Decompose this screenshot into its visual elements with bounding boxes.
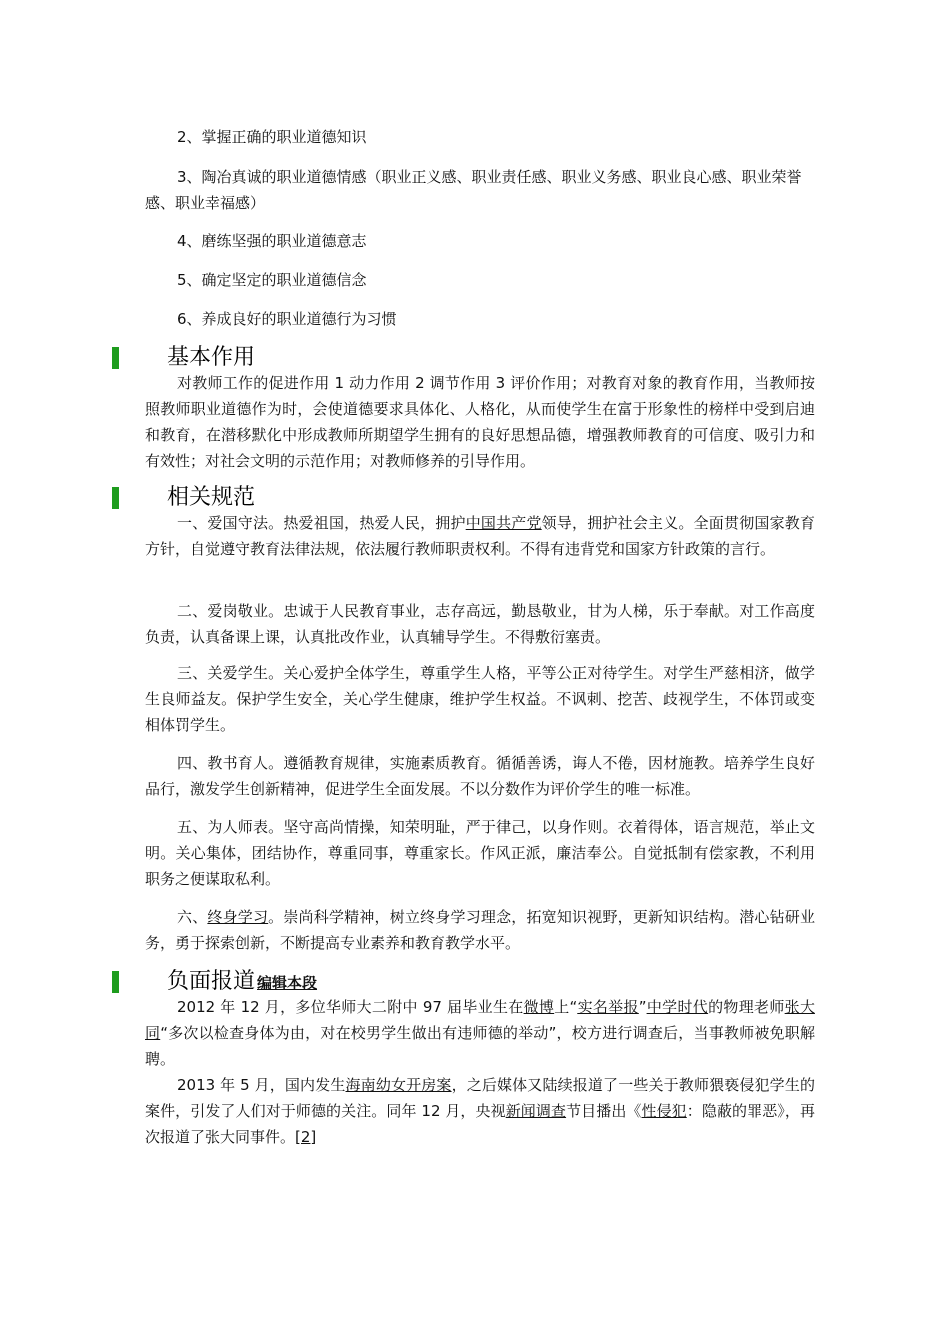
- norm-paragraph-2: 二、爱岗敬业。忠诚于人民教育事业，志存高远，勤恳敬业，甘为人梯，乐于奉献。对工作高度负责，认真备课上课，认真批改作业，认真辅导学生。不得敷衍塞责。: [145, 602, 815, 646]
- neg-1-text-a: 2012 年 12 月，多位华师大二附中 97 届毕业生在: [177, 998, 524, 1016]
- link-news-investigation[interactable]: 新闻调查: [505, 1102, 567, 1120]
- section-title-negative: [167, 968, 317, 997]
- section-marker-basic: [112, 347, 119, 369]
- neg-2-text-a: 2013 年 5 月，国内发生: [177, 1076, 346, 1094]
- link-real-name-report[interactable]: 实名举报: [577, 998, 639, 1016]
- norm-1-text-a: 一、爱国守法。热爱祖国，热爱人民，拥护: [177, 514, 466, 532]
- norm-6-text-b: 。崇尚科学精神，树立终身学习理念，拓宽知识视野，更新知识结构。潜心钻研业务，勇于探索创新，不断提高专业素养和教育教学水平。: [145, 908, 815, 952]
- section-title-basic: 基本作用: [167, 345, 256, 370]
- norm-paragraph-5: 五、为人师表。坚守高尚情操，知荣明耻，严于律己，以身作则。衣着得体，语言规范，举止文明。关心集体，团结协作，尊重同事，尊重家长。作风正派，廉洁奉公。自觉抵制有偿家教，不利用职务之便谋取私利。: [145, 818, 815, 888]
- link-lifelong-learning[interactable]: 终身学习: [207, 908, 269, 926]
- neg-1-text-c: ”: [638, 998, 647, 1016]
- neg-2-text-c: 节目播出《: [566, 1102, 642, 1120]
- link-weibo[interactable]: 微博: [523, 998, 555, 1016]
- list-item-2: 2、掌握正确的职业道德知识: [177, 128, 367, 146]
- negative-paragraph-1: [145, 994, 815, 1072]
- edit-section-link[interactable]: 编辑本段: [257, 974, 318, 992]
- reference-link-2[interactable]: [2]: [295, 1128, 317, 1146]
- list-item-4: 4、磨练坚强的职业道德意志: [177, 232, 367, 250]
- section-marker-norms: [112, 487, 119, 509]
- norm-1-text-b: 领导，拥护社会主义。全面贯彻国家教育方针，自觉遵守教育法律法规，依法履行教师职责权利。不得有违背党和国家方针政策的言行。: [145, 514, 815, 558]
- neg-1-text-d: 的物理老师: [708, 998, 785, 1016]
- section-title-norms: 相关规范: [167, 485, 256, 510]
- list-item-5: 5、确定坚定的职业道德信念: [177, 271, 367, 289]
- link-communist-party[interactable]: 中国共产党: [465, 514, 542, 532]
- list-item-3: 3、陶冶真诚的职业道德情感（职业正义感、职业责任感、职业义务感、职业良心感、职业荣誉感、职业幸福感）: [145, 168, 802, 212]
- norm-paragraph-3: 三、关爱学生。关心爱护全体学生，尊重学生人格，平等公正对待学生。对学生严慈相济，做学生良师益友。保护学生安全，关心学生健康，维护学生权益。不讽刺、挖苦、歧视学生，不体罚或变相体罚学生。: [145, 664, 815, 734]
- negative-paragraph-2: [145, 1072, 815, 1150]
- neg-1-text-e: “多次以检查身体为由，对在校男学生做出有违师德的举动”，校方进行调查后，当事教师被免职解聘。: [145, 1024, 815, 1068]
- neg-1-text-b: 上“: [554, 998, 578, 1016]
- link-hainan-case[interactable]: 海南幼女开房案: [345, 1076, 452, 1094]
- section-negative-title-text: 负面报道: [167, 969, 256, 994]
- neg-2-text-d: ：隐蔽的罪恶》，再次报道了张大同事件。: [145, 1102, 815, 1146]
- neg-2-text-b: ，之后媒体又陆续报道了一些关于教师猥亵侵犯学生的案件，引发了人们对于师德的关注。同年 12 月，央视: [145, 1076, 815, 1120]
- section-basic-text: 对教师工作的促进作用 1 动力作用 2 调节作用 3 评价作用；对教育对象的教育作用，当教师按照教师职业道德作为时，会使道德要求具体化、人格化，从而使学生在富于形象性的榜样中受到启迪和教育，在潜移默化中形成教师所期望学生拥有的良好思想品德，增强教师教育的可信度、吸引力和有效性；对社会文明的示范作用；对教师修养的引导作用。: [145, 374, 815, 470]
- norm-6-text-a: 六、: [177, 908, 208, 926]
- link-zhang-datong[interactable]: 张大同: [145, 998, 815, 1042]
- norm-paragraph-4: 四、教书育人。遵循教育规律，实施素质教育。循循善诱，诲人不倦，因材施教。培养学生良好品行，激发学生创新精神，促进学生全面发展。不以分数作为评价学生的唯一标准。: [145, 754, 815, 798]
- link-sexual-assault[interactable]: 性侵犯: [641, 1102, 687, 1120]
- list-item-6: 6、养成良好的职业道德行为习惯: [177, 310, 397, 328]
- norm-paragraph-1: [145, 510, 815, 562]
- section-marker-negative: [112, 971, 119, 993]
- norm-paragraph-6: [145, 904, 815, 956]
- link-middle-school-era[interactable]: 中学时代: [646, 998, 709, 1016]
